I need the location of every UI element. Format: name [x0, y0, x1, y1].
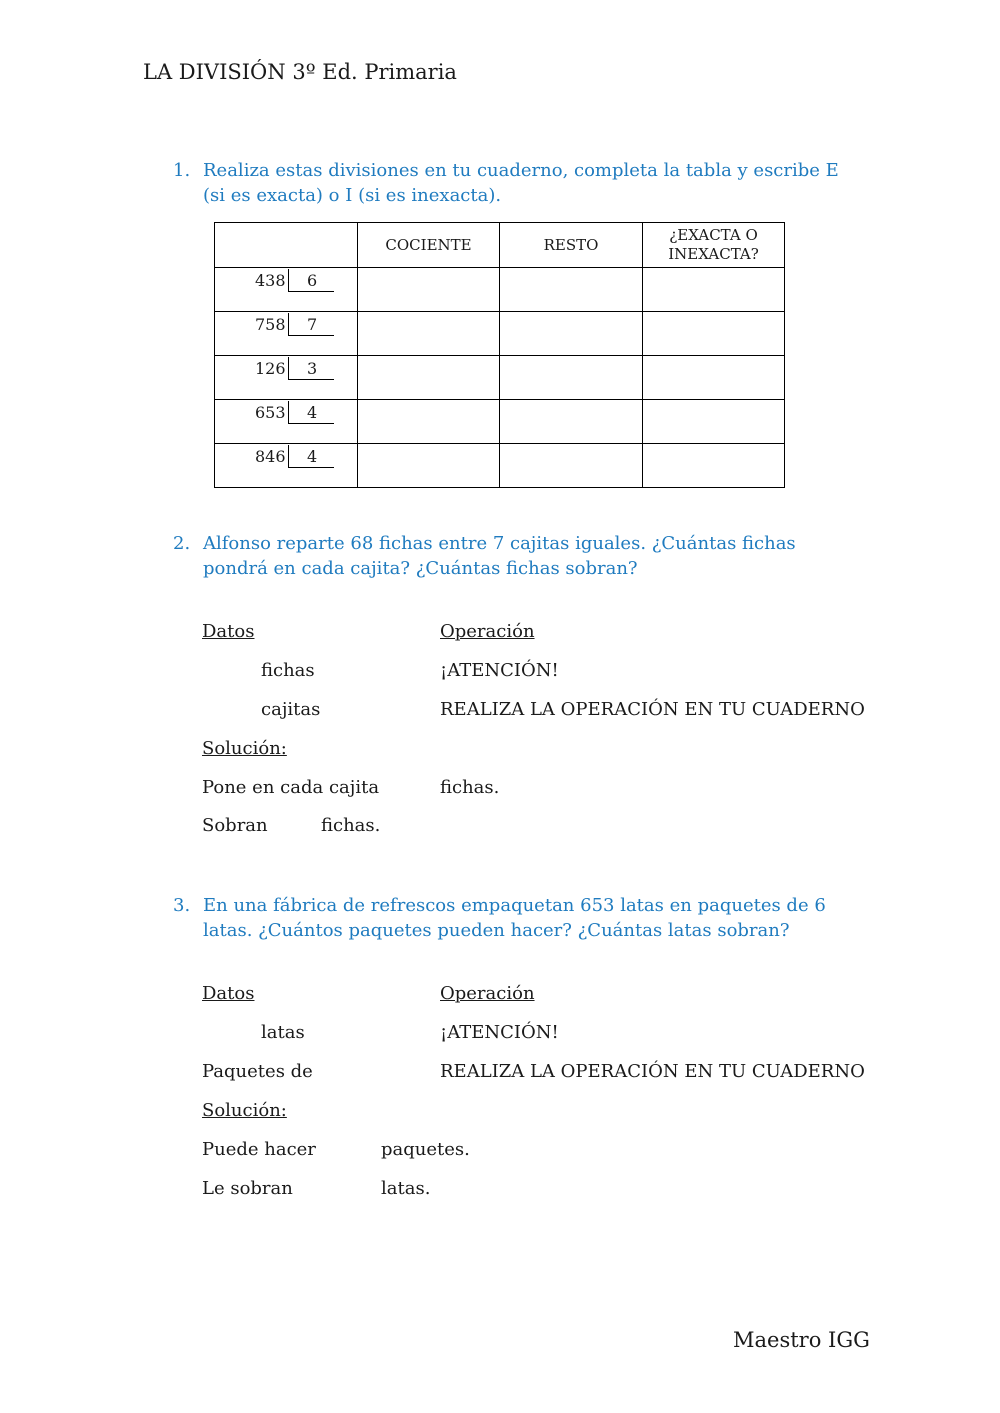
solution-line-1-prefix: Puede hacer [202, 1139, 316, 1160]
exacta-cell[interactable] [643, 268, 785, 312]
solucion-label: Solución: [202, 738, 287, 759]
division-cell [215, 312, 358, 356]
question-number: 2. [173, 533, 191, 554]
resto-cell[interactable] [500, 444, 643, 488]
atencion-text: ¡ATENCIÓN! [440, 1022, 559, 1043]
divisor: 4 [307, 447, 318, 466]
division-bracket [288, 269, 334, 292]
solution-line-1-suffix: fichas. [440, 777, 500, 798]
dato-paquetes: Paquetes de [202, 1061, 313, 1082]
cociente-cell[interactable] [358, 400, 500, 444]
table-row [215, 312, 785, 356]
header-exacta: ¿EXACTA O INEXACTA? [643, 223, 785, 268]
question-1 [173, 158, 853, 208]
header-resto: RESTO [500, 223, 643, 268]
solution-line-1-suffix: paquetes. [381, 1139, 470, 1160]
header-cell-empty [215, 223, 358, 268]
author-signature: Maestro IGG [733, 1328, 870, 1352]
exacta-cell[interactable] [643, 444, 785, 488]
dato-fichas: fichas [261, 660, 315, 681]
divisor: 6 [307, 271, 318, 290]
division-table [214, 222, 785, 488]
division-cell [215, 444, 358, 488]
realiza-text: REALIZA LA OPERACIÓN EN TU CUADERNO [440, 699, 865, 720]
table-row [215, 444, 785, 488]
dividend: 438 [255, 271, 286, 290]
dividend: 846 [255, 447, 286, 466]
divisor: 7 [307, 315, 318, 334]
solution-line-2-prefix: Le sobran [202, 1178, 293, 1199]
question-text: Realiza estas divisiones en tu cuaderno, completa la tabla y escribe E (si es exacta) o I (si es inexacta). [203, 160, 839, 206]
division-cell [215, 400, 358, 444]
table-row [215, 356, 785, 400]
division-bracket [288, 357, 334, 380]
table-row [215, 268, 785, 312]
exacta-cell[interactable] [643, 312, 785, 356]
atencion-text: ¡ATENCIÓN! [440, 660, 559, 681]
question-2 [173, 531, 853, 581]
division-bracket [288, 401, 334, 424]
dividend: 653 [255, 403, 286, 422]
question-text: En una fábrica de refrescos empaquetan 653 latas en paquetes de 6 latas. ¿Cuántos paquetes pueden hacer? ¿Cuántas latas sobran? [203, 895, 826, 941]
resto-cell[interactable] [500, 312, 643, 356]
table-header-row [215, 223, 785, 268]
resto-cell[interactable] [500, 356, 643, 400]
divisor: 4 [307, 403, 318, 422]
page-title: LA DIVISIÓN 3º Ed. Primaria [143, 60, 457, 84]
datos-label: Datos [202, 621, 255, 642]
solution-line-2-suffix: fichas. [321, 815, 381, 836]
cociente-cell[interactable] [358, 268, 500, 312]
operacion-label: Operación [440, 621, 535, 642]
realiza-text: REALIZA LA OPERACIÓN EN TU CUADERNO [440, 1061, 865, 1082]
resto-cell[interactable] [500, 268, 643, 312]
resto-cell[interactable] [500, 400, 643, 444]
solucion-label: Solución: [202, 1100, 287, 1121]
question-number: 1. [173, 160, 191, 181]
division-bracket [288, 313, 334, 336]
operacion-label: Operación [440, 983, 535, 1004]
dato-latas: latas [261, 1022, 305, 1043]
question-number: 3. [173, 895, 191, 916]
dividend: 758 [255, 315, 286, 334]
divisor: 3 [307, 359, 318, 378]
solution-line-2-suffix: latas. [381, 1178, 431, 1199]
exacta-cell[interactable] [643, 356, 785, 400]
cociente-cell[interactable] [358, 356, 500, 400]
division-cell [215, 268, 358, 312]
header-cociente: COCIENTE [358, 223, 500, 268]
solution-line-1-prefix: Pone en cada cajita [202, 777, 380, 798]
division-bracket [288, 445, 334, 468]
exacta-cell[interactable] [643, 400, 785, 444]
dividend: 126 [255, 359, 286, 378]
question-3 [173, 893, 853, 943]
dato-cajitas: cajitas [261, 699, 321, 720]
question-text: Alfonso reparte 68 fichas entre 7 cajitas iguales. ¿Cuántas fichas pondrá en cada cajita? ¿Cuántas fichas sobran? [203, 533, 796, 579]
cociente-cell[interactable] [358, 312, 500, 356]
datos-label: Datos [202, 983, 255, 1004]
division-cell [215, 356, 358, 400]
cociente-cell[interactable] [358, 444, 500, 488]
solution-line-2-prefix: Sobran [202, 815, 268, 836]
table-row [215, 400, 785, 444]
